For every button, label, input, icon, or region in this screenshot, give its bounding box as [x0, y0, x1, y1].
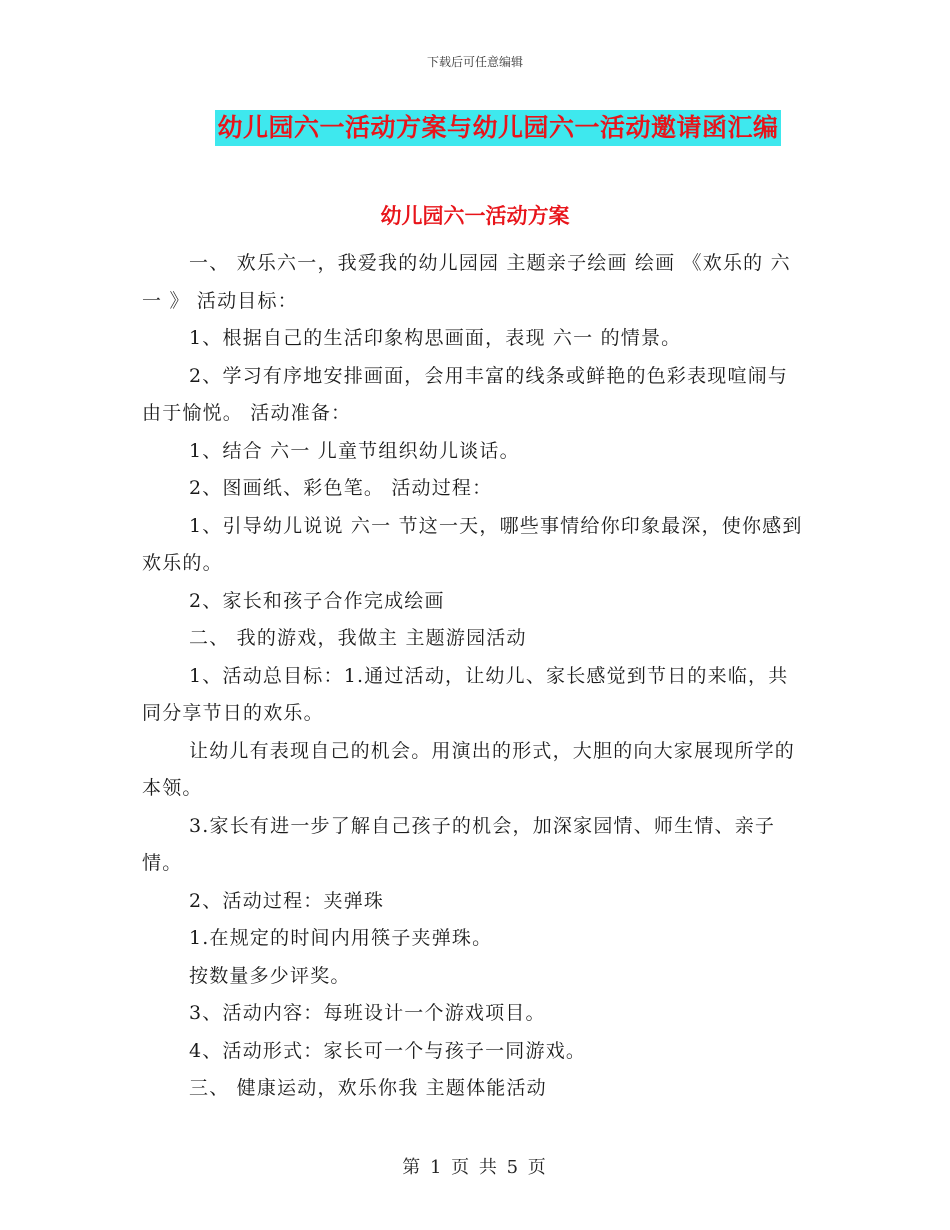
- paragraph: 2、图画纸、彩色笔。 活动过程：: [189, 477, 493, 499]
- paragraph: 1、结合 六一 儿童节组织幼儿谈话。: [189, 439, 520, 462]
- paragraph: 让幼儿有表现自己的机会。用演出的形式，大胆的向大家展现所学的本领。: [142, 739, 796, 799]
- paragraph: 三、 健康运动，欢乐你我 主题体能活动: [189, 1077, 547, 1099]
- paragraph: 1、根据自己的生活印象构思画面，表现 六一 的情景。: [189, 327, 682, 349]
- paragraph: 4、活动形式：家长可一个与孩子一同游戏。: [189, 1039, 587, 1062]
- paragraph: 1.在规定的时间内用筷子夹弹珠。: [189, 927, 493, 949]
- paragraph: 3.家长有进一步了解自己孩子的机会，加深家园情、师生情、亲子情。: [142, 814, 776, 874]
- paragraph: 按数量多少评奖。: [189, 964, 351, 987]
- section-title: 幼儿园六一活动方案: [380, 204, 570, 228]
- paragraph: 二、 我的游戏，我做主 主题游园活动: [189, 627, 527, 649]
- document-body: [142, 245, 808, 1108]
- paragraph: 一、 欢乐六一，我爱我的幼儿园园 主题亲子绘画 绘画 《欢乐的 六一 》 活动目标：: [142, 252, 791, 312]
- paragraph: 2、活动过程：夹弹珠: [189, 889, 385, 912]
- paragraph: 3、活动内容：每班设计一个游戏项目。: [189, 1002, 546, 1024]
- document-title: 幼儿园六一活动方案与幼儿园六一活动邀请函汇编: [215, 110, 780, 146]
- header-note: 下载后可任意编辑: [426, 55, 523, 69]
- page-footer: 第 1 页 共 5 页: [402, 1157, 548, 1178]
- main-title-container: [0, 110, 950, 146]
- paragraph: 1、引导幼儿说说 六一 节这一天，哪些事情给你印象最深，使你感到欢乐的。: [142, 514, 803, 574]
- paragraph: 1、活动总目标：1.通过活动，让幼儿、家长感觉到节日的来临，共同分享节日的欢乐。: [142, 664, 789, 724]
- paragraph: 2、家长和孩子合作完成绘画: [189, 589, 445, 612]
- paragraph: 2、学习有序地安排画面，会用丰富的线条或鲜艳的色彩表现喧闹与由于愉悦。 活动准备：: [142, 364, 789, 424]
